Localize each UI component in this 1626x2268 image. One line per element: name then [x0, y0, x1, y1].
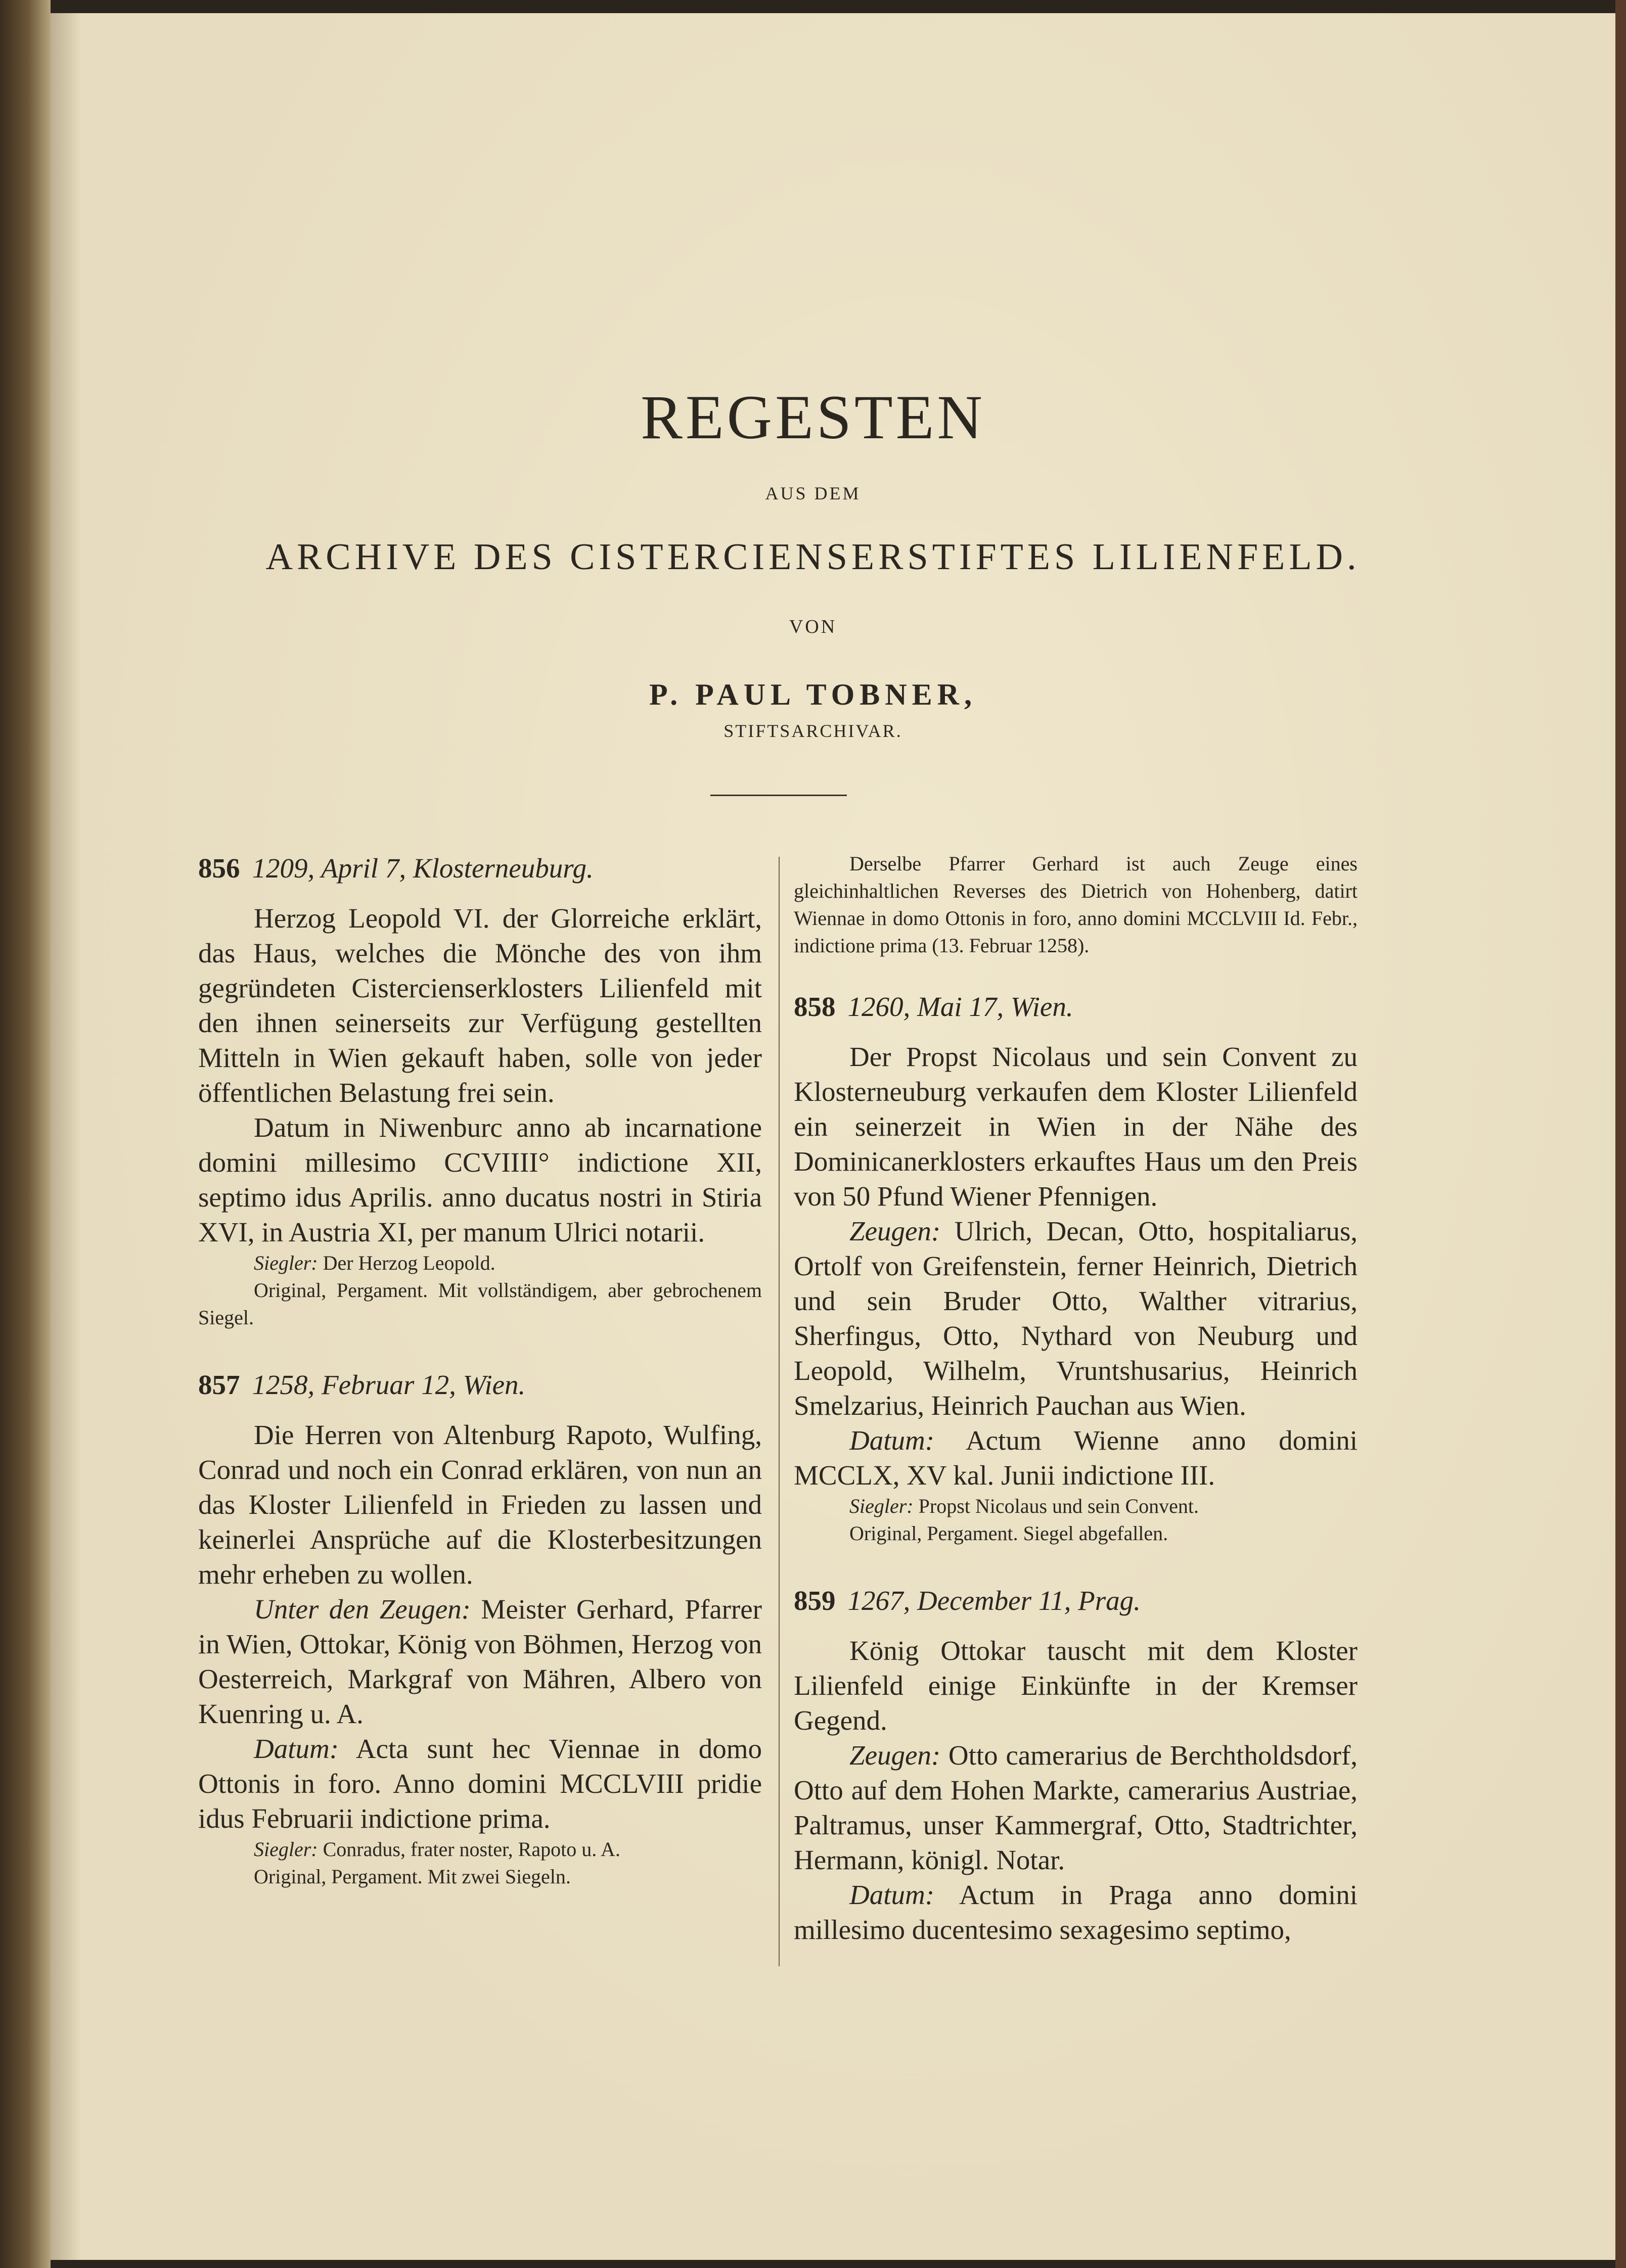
- column-separator: [779, 857, 780, 1966]
- entry-number: 857: [198, 1369, 240, 1400]
- entry-text: Herzog Leopold VI. der Glorreiche erklärt, das Haus, welches die Mönche des von ihm gegründeten Cistercienserklosters Lilienfeld mit den ihnen seinerseits zur Verfügung gestellten Mitteln in Wien gekauft haben, solle von jeder öffentlichen Belastung frei sein.: [198, 903, 762, 1108]
- entry-siegler: [198, 1836, 762, 1863]
- entry-number: 856: [198, 853, 240, 884]
- entry-859: [794, 1583, 1358, 1947]
- entry-zeugen: [198, 1592, 762, 1731]
- entry-857-note: Derselbe Pfarrer Gerhard ist auch Zeuge eines gleichinhaltlichen Reverses des Dietrich von Hohenberg, datirt Wiennae in domo Ottonis in foro, anno domini MCCLVIII Id. Febr., indictione prima (13. Februar 1258).: [794, 852, 1358, 957]
- entry-date: 1260, Mai 17, Wien.: [847, 991, 1073, 1022]
- title-divider: [710, 795, 847, 796]
- zeugen-text: Meister Gerhard, Pfarrer in Wien, Ottokar, König von Böhmen, Herzog von Oesterreich, Markgraf von Mähren, Albero von Kuenring u. A.: [198, 1594, 762, 1729]
- entry-number: 858: [794, 991, 836, 1022]
- siegler-text: Conradus, frater noster, Rapoto u. A.: [323, 1838, 620, 1861]
- entry-text: Die Herren von Altenburg Rapoto, Wulfing, Conrad und noch ein Conrad erklären, von nun an das Kloster Lilienfeld in Frieden zu lassen und keinerlei Ansprüche auf die Klosterbesitzungen mehr erheben zu wollen.: [198, 1419, 762, 1590]
- entry-zeugen: [794, 1738, 1358, 1877]
- entry-text: König Ottokar tauscht mit dem Kloster Lilienfeld einige Einkünfte in der Kremser Gegend.: [794, 1635, 1358, 1736]
- datum-text: Actum in Praga anno domini millesimo ducentesimo sexagesimo septimo,: [794, 1879, 1358, 1945]
- datum-label: Datum:: [849, 1879, 935, 1910]
- siegler-text: Der Herzog Leopold.: [323, 1252, 495, 1274]
- siegler-label: Siegler:: [254, 1838, 318, 1861]
- entry-datum: [794, 1423, 1358, 1493]
- entry-856: [198, 850, 762, 1331]
- entry-zeugen: [794, 1214, 1358, 1423]
- entry-siegler: [198, 1249, 762, 1277]
- datum-label: Datum:: [849, 1425, 935, 1456]
- entry-date: 1209, April 7, Klosterneuburg.: [252, 853, 594, 884]
- von-line: VON: [789, 616, 837, 637]
- zeugen-label: Zeugen:: [849, 1740, 941, 1771]
- entry-datum: Datum in Niwenburc anno ab incarnatione domini millesimo CCVIIII° indictione XII, septimo idus Aprilis. anno ducatus nostri in Stiria XVI, in Austria XI, per manum Ulrici notarii.: [198, 1112, 762, 1247]
- entry-siegler: [794, 1493, 1358, 1520]
- entry-original: Original, Pergament. Mit zwei Siegeln.: [254, 1865, 571, 1888]
- zeugen-text: Ulrich, Decan, Otto, hospitaliarus, Ortolf von Greifenstein, ferner Heinrich, Dietrich und sein Bruder Otto, Walther vitrarius, Sherfingus, Otto, Nythard von Neuburg und Leopold, Wilhelm, Vruntshusarius, Heinrich Smelzarius, Heinrich Pauchan aus Wien.: [794, 1216, 1358, 1421]
- datum-text: Actum Wienne anno domini MCCLX, XV kal. Junii indictione III.: [794, 1425, 1358, 1491]
- entry-header: [794, 1583, 1358, 1619]
- page-title: REGESTEN: [641, 383, 985, 452]
- book-spine: [0, 0, 51, 2268]
- entry-datum: [198, 1731, 762, 1836]
- entry-date: 1267, December 11, Prag.: [847, 1585, 1141, 1616]
- entry-original: Original, Pergament. Siegel abgefallen.: [849, 1522, 1168, 1545]
- datum-label: Datum:: [254, 1733, 339, 1764]
- entry-original: Original, Pergament. Mit vollständigem, aber gebrochenem Siegel.: [198, 1279, 762, 1329]
- datum-text: Acta sunt hec Viennae in domo Ottonis in foro. Anno domini MCCLVIII pridie idus Februarii indictione prima.: [198, 1733, 762, 1834]
- page-subtitle: ARCHIVE DES CISTERCIENSERSTIFTES LILIENFELD.: [265, 536, 1361, 578]
- zeugen-label: Zeugen:: [849, 1216, 941, 1246]
- page-edge: [1615, 0, 1626, 2268]
- entry-date: 1258, Februar 12, Wien.: [252, 1369, 526, 1400]
- entry-text: Der Propst Nicolaus und sein Convent zu Klosterneuburg verkaufen dem Kloster Lilienfeld ein seinerzeit in Wien in der Nähe des Dominicanerklosters erkauftes Haus um den Preis von 50 Pfund Wiener Pfennigen.: [794, 1041, 1358, 1212]
- entry-header: [198, 850, 762, 887]
- entry-number: 859: [794, 1585, 836, 1616]
- entry-datum: [794, 1877, 1358, 1947]
- zeugen-text: Otto camerarius de Berchtholdsdorf, Otto auf dem Hohen Markte, camerarius Austriae, Paltramus, unser Kammergraf, Otto, Stadtrichter, Hermann, königl. Notar.: [794, 1740, 1358, 1875]
- entry-header: [198, 1367, 762, 1403]
- entry-858: [794, 989, 1358, 1547]
- zeugen-label: Unter den Zeugen:: [254, 1594, 471, 1625]
- author-role: STIFTSARCHIVAR.: [724, 721, 902, 741]
- left-column: [198, 850, 762, 1890]
- entry-header: [794, 989, 1358, 1025]
- siegler-text: Propst Nicolaus und sein Convent.: [918, 1495, 1199, 1517]
- siegler-label: Siegler:: [254, 1252, 318, 1274]
- aus-dem-line: AUS DEM: [765, 483, 861, 503]
- entry-857: [198, 1367, 762, 1890]
- right-column: [794, 850, 1358, 1947]
- author-name: P. PAUL TOBNER,: [649, 678, 977, 711]
- siegler-label: Siegler:: [849, 1495, 914, 1517]
